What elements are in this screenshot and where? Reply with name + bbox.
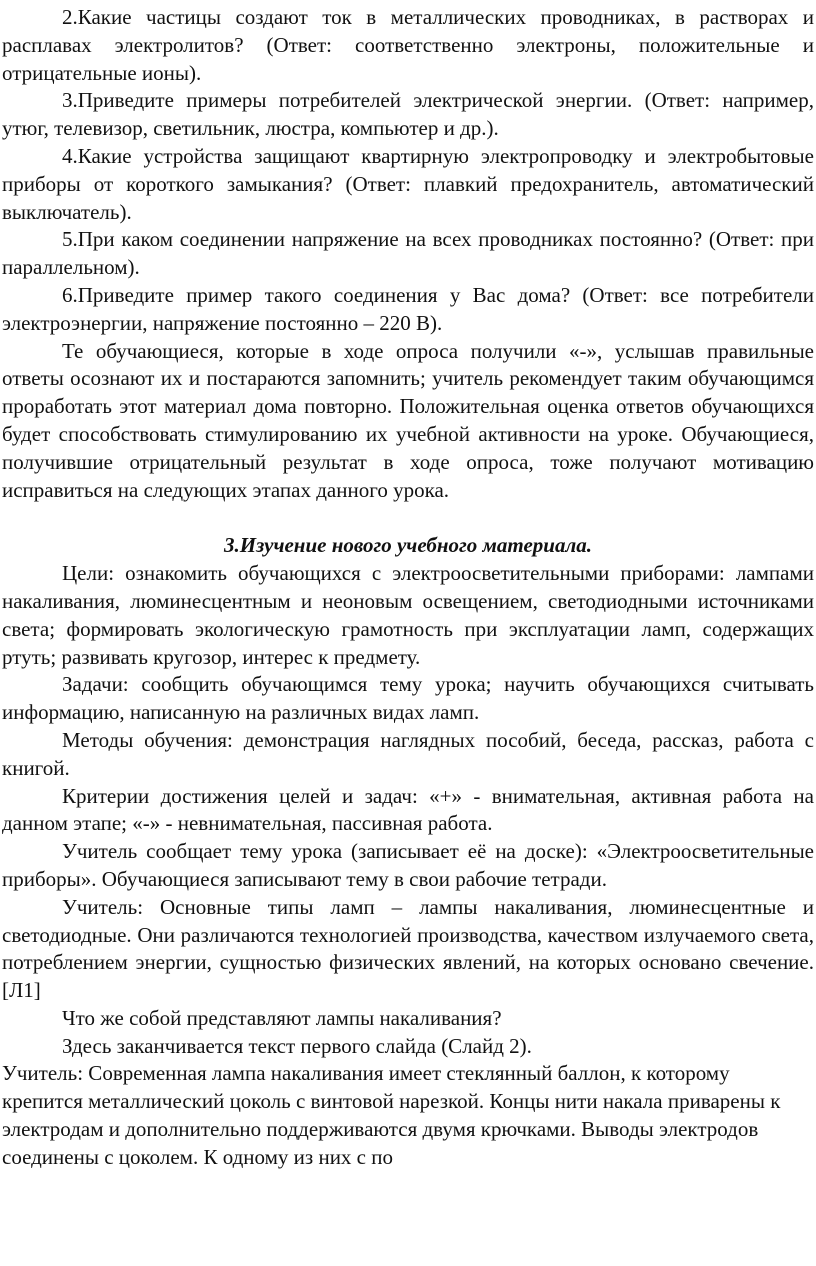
tasks-paragraph: Задачи: сообщить обучающимся тему урока; научить обучающихся считывать информацию, написанную на различных видах ламп. bbox=[2, 672, 814, 725]
goals-paragraph: Цели: ознакомить обучающихся с электроосветительными приборами: лампами накаливания, люминесцентным и неоновым освещением, светодиодными источниками света; формировать экологическую грамотность при эксплуатации ламп, содержащих ртуть; развивать кругозор, интерес к предмету. bbox=[2, 561, 814, 669]
paragraph-spacer bbox=[2, 504, 814, 532]
lamp-types-paragraph: Учитель: Основные типы ламп – лампы накаливания, люминесцентные и светодиодные. Они различаются технологией производства, качеством излучаемого света, потреблением энергии, сущностью физических явлений, на которых основано свечение. [Л1] bbox=[2, 894, 814, 1003]
question-6-paragraph: 6.Приведите пример такого соединения у Вас дома? (Ответ: все потребители электроэнергии, напряжение постоянно – 220 В). bbox=[2, 282, 814, 335]
question-paragraph: Что же собой представляют лампы накаливания? bbox=[62, 1005, 502, 1030]
question-3-paragraph: 3.Приведите примеры потребителей электрической энергии. (Ответ: например, утюг, телевизор, светильник, люстра, компьютер и др.). bbox=[2, 88, 814, 141]
methods-paragraph: Методы обучения: демонстрация наглядных пособий, беседа, рассказ, работа с книгой. bbox=[2, 727, 814, 780]
question-2-paragraph: 2.Какие частицы создают ток в металлических проводниках, в растворах и расплавах электролитов? (Ответ: соответственно электроны, положительные и отрицательные ионы). bbox=[2, 5, 814, 85]
topic-announcement-paragraph: Учитель сообщает тему урока (записывает её на доске): «Электроосветительные приборы». Обучающиеся записывают тему в свои рабочие тетради. bbox=[2, 839, 814, 891]
slide-end-paragraph: Здесь заканчивается текст первого слайда (Слайд 2). bbox=[62, 1033, 532, 1058]
question-4-paragraph: 4.Какие устройства защищают квартирную электропроводку и электробытовые приборы от короткого замыкания? (Ответ: плавкий предохранитель, автоматический выключатель). bbox=[2, 143, 814, 224]
section-heading: 3.Изучение нового учебного материала. bbox=[224, 533, 592, 558]
survey-summary-paragraph: Те обучающиеся, которые в ходе опроса получили «-», услышав правильные ответы осознают их и постараются запомнить; учитель рекомендует таким обучающимся проработать этот материал дома повторно. Положительная оценка ответов обучающихся будет способствовать стимулированию их учебной активности на уроке. Обучающиеся, получившие отрицательный результат в ходе опроса, тоже получают мотивацию исправиться на следующих этапах данного урока. bbox=[2, 338, 814, 502]
criteria-paragraph: Критерии достижения целей и задач: «+» - внимательная, активная работа на данном этапе; «-» - невнимательная, пассивная работа. bbox=[2, 783, 814, 836]
incandescent-lamp-paragraph: Учитель: Современная лампа накаливания имеет стеклянный баллон, к которому крепится металлический цоколь с винтовой нарезкой. Концы нити накала приварены к электродам и дополнительно поддерживаются двумя крючками. Выводы электродов соединены с цоколем. К одному из них с по bbox=[2, 1061, 781, 1169]
question-5-paragraph: 5.При каком соединении напряжение на всех проводниках постоянно? (Ответ: при параллельном). bbox=[2, 227, 814, 280]
